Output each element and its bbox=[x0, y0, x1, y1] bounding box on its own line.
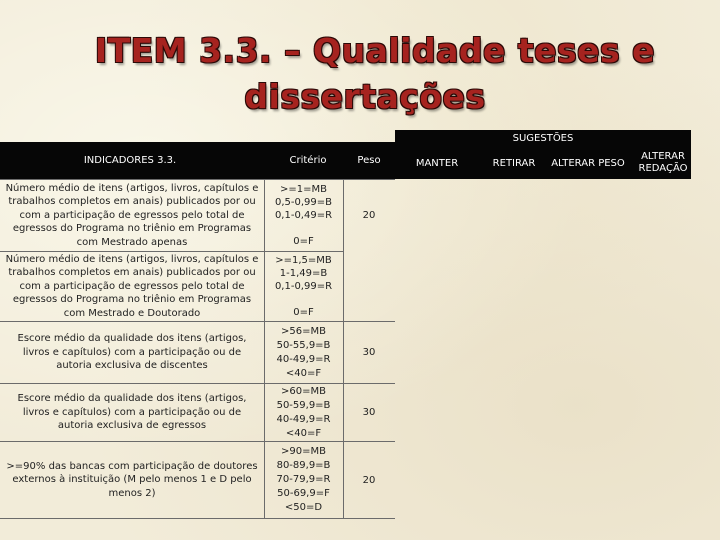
table-row-1-criterio bbox=[264, 180, 343, 251]
criterio-value: 80-89,9=B bbox=[276, 460, 331, 471]
table-row-4-criterio bbox=[264, 384, 343, 441]
col-retirar: RETIRAR bbox=[492, 157, 536, 169]
grid-line bbox=[0, 518, 395, 519]
criterio-value: 40-49,9=R bbox=[276, 353, 331, 365]
criterio-value: 0,5-0,99=B bbox=[274, 197, 333, 208]
table-row-1-2-peso: 20 bbox=[362, 210, 376, 221]
criterio-value: >=1=MB bbox=[280, 184, 327, 195]
table-row-3-peso: 30 bbox=[362, 347, 376, 358]
criterio-value: 50-55,9=B bbox=[276, 339, 331, 351]
table-row-2-indicador: Número médio de itens (artigos, livros, capítulos e trabalhos completos em anais) publicados por ou com a participação de egressos pelo total de egressos do Programa no triênio em Programas com Mestrado e Doutorado bbox=[5, 253, 259, 319]
criterio-value: >60=MB bbox=[281, 385, 326, 397]
sugestoes-header: SUGESTÕES bbox=[395, 130, 691, 147]
criterio-value: 0=F bbox=[293, 236, 314, 247]
criterio-value: 1-1,49=B bbox=[279, 268, 328, 279]
criterio-value: <40=F bbox=[285, 367, 322, 379]
table-row-4-peso: 30 bbox=[362, 407, 376, 418]
table-row-5-peso: 20 bbox=[362, 474, 376, 486]
criterio-value: >=1,5=MB bbox=[275, 255, 332, 266]
criterio-value: 40-49,9=R bbox=[276, 413, 331, 425]
criterio-value: 0,1-0,99=R bbox=[274, 281, 333, 292]
criterio-value: 0,1-0,49=R bbox=[274, 210, 333, 221]
header-criterio: Critério bbox=[289, 155, 327, 166]
title-line-2: dissertações bbox=[244, 77, 486, 116]
table-row-3-criterio bbox=[264, 322, 343, 383]
criterio-value: <50=D bbox=[284, 502, 323, 513]
header-indicadores: INDICADORES 3.3. bbox=[83, 155, 177, 166]
criterio-value: >56=MB bbox=[281, 325, 326, 337]
criterio-value: 0=F bbox=[293, 307, 314, 318]
criterio-value: 70-79,9=R bbox=[276, 474, 331, 485]
title-line-1: ITEM 3.3. – Qualidade teses e bbox=[94, 31, 656, 70]
criterio-value: <40=F bbox=[285, 427, 322, 439]
table-row-3-indicador: Escore médio da qualidade dos itens (artigos, livros e capítulos) com a participação ou de autoria exclusiva de discentes bbox=[17, 333, 247, 372]
table-row-2-criterio bbox=[264, 252, 343, 321]
criterio-value: 50-59,9=B bbox=[276, 399, 331, 411]
table-row-5-criterio bbox=[264, 442, 343, 518]
table-row-1-indicador: Número médio de itens (artigos, livros, capítulos e trabalhos completos em anais) publicados por ou com a participação de egressos pelo total de egressos do Programa no triênio em Programas com Mestrado apenas bbox=[5, 182, 259, 248]
table-row-4-indicador: Escore médio da qualidade dos itens (artigos, livros e capítulos) com a participação ou de autoria exclusiva de egressos bbox=[17, 393, 247, 432]
col-alterar-redacao: ALTERAR REDAÇÃO bbox=[638, 151, 688, 174]
criterio-value: 50-69,9=F bbox=[277, 488, 330, 499]
col-alterar-peso: ALTERAR PESO bbox=[551, 157, 625, 169]
table-row-5-indicador: >=90% das bancas com participação de doutores externos à instituição (M pelo menos 1 e D pelo menos 2) bbox=[6, 460, 258, 499]
slide-title bbox=[0, 28, 720, 120]
col-manter: MANTER bbox=[415, 157, 459, 169]
criterio-value: >90=MB bbox=[281, 446, 326, 457]
header-peso: Peso bbox=[357, 155, 381, 166]
